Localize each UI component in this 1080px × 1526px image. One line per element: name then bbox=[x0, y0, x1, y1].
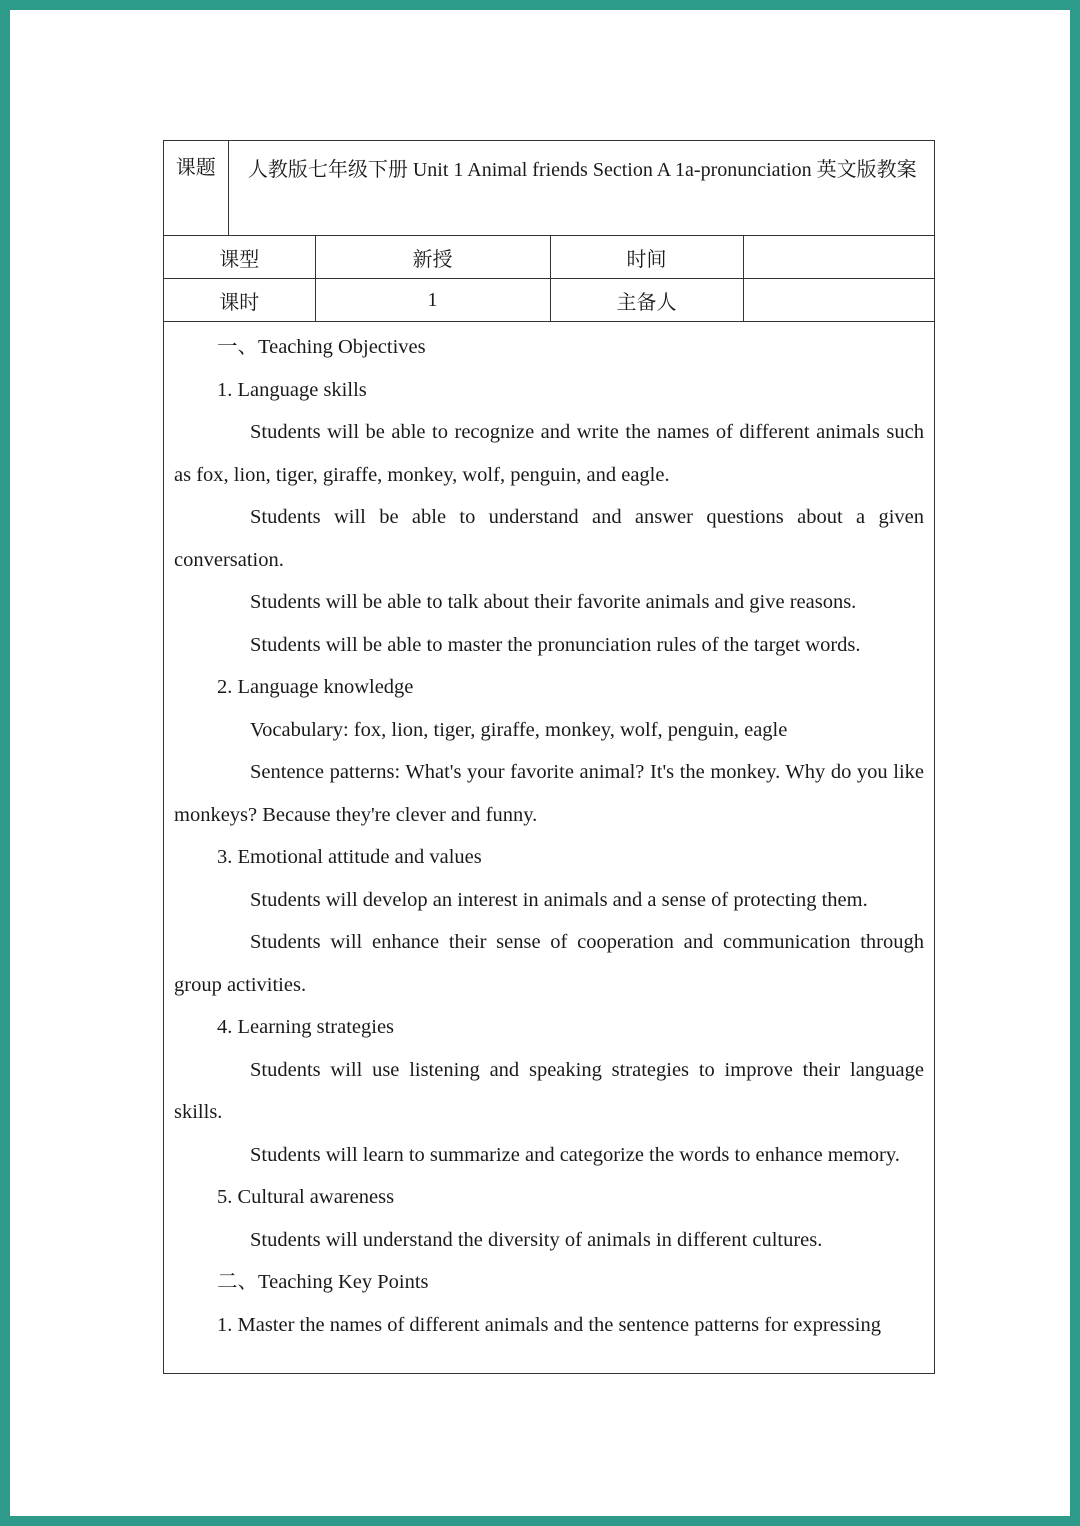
lesson-type-value: 新授 bbox=[315, 236, 550, 279]
paragraph: Students will be able to master the pronunciation rules of the target words. bbox=[250, 633, 861, 656]
topic-value: 人教版七年级下册 Unit 1 Animal friends Section A 1a-pronunciation 英文版教案 bbox=[228, 141, 935, 236]
time-label: 时间 bbox=[550, 236, 743, 279]
paragraph: Students will enhance their sense of cooperation and communication through group activities. bbox=[174, 931, 924, 996]
document-page bbox=[10, 10, 1070, 1516]
subsection-learning-strategies: 4. Learning strategies bbox=[217, 1016, 395, 1038]
subsection-cultural-awareness: 5. Cultural awareness bbox=[217, 1186, 395, 1208]
section-title-objectives: 一、Teaching Objectives bbox=[217, 336, 426, 358]
lesson-type-label: 课型 bbox=[164, 236, 315, 279]
subsection-language-skills: 1. Language skills bbox=[217, 378, 367, 401]
host-label: 主备人 bbox=[550, 279, 743, 322]
time-value bbox=[743, 236, 935, 279]
period-value: 1 bbox=[315, 279, 550, 322]
paragraph: Students will use listening and speaking strategies to improve their language skills. bbox=[174, 1058, 924, 1123]
lesson-body bbox=[164, 322, 934, 1346]
lesson-header-table bbox=[164, 141, 935, 322]
section-title-key-points: 二、Teaching Key Points bbox=[217, 1271, 429, 1293]
paragraph: Students will learn to summarize and categorize the words to enhance memory. bbox=[250, 1143, 900, 1166]
key-point-item: 1. Master the names of different animals and the sentence patterns for expressing bbox=[217, 1313, 881, 1336]
subsection-emotional-attitude: 3. Emotional attitude and values bbox=[217, 846, 482, 868]
period-label: 课时 bbox=[164, 279, 315, 322]
paragraph: Students will develop an interest in animals and a sense of protecting them. bbox=[250, 888, 868, 911]
paragraph: Sentence patterns: What's your favorite animal? It's the monkey. Why do you like monkeys? Because they're clever and funny. bbox=[174, 761, 924, 826]
paragraph: Students will be able to recognize and write the names of different animals such as fox, lion, tiger, giraffe, monkey, wolf, penguin, and eagle. bbox=[174, 421, 924, 486]
paragraph: Students will be able to understand and answer questions about a given conversation. bbox=[174, 506, 924, 571]
paragraph: Students will be able to talk about their favorite animals and give reasons. bbox=[250, 591, 857, 613]
host-value bbox=[743, 279, 935, 322]
topic-label: 课题 bbox=[164, 141, 228, 236]
subsection-language-knowledge: 2. Language knowledge bbox=[217, 676, 414, 698]
paragraph: Students will understand the diversity of animals in different cultures. bbox=[250, 1228, 823, 1251]
paragraph: Vocabulary: fox, lion, tiger, giraffe, monkey, wolf, penguin, eagle bbox=[250, 718, 788, 741]
lesson-plan-table bbox=[163, 140, 935, 1374]
